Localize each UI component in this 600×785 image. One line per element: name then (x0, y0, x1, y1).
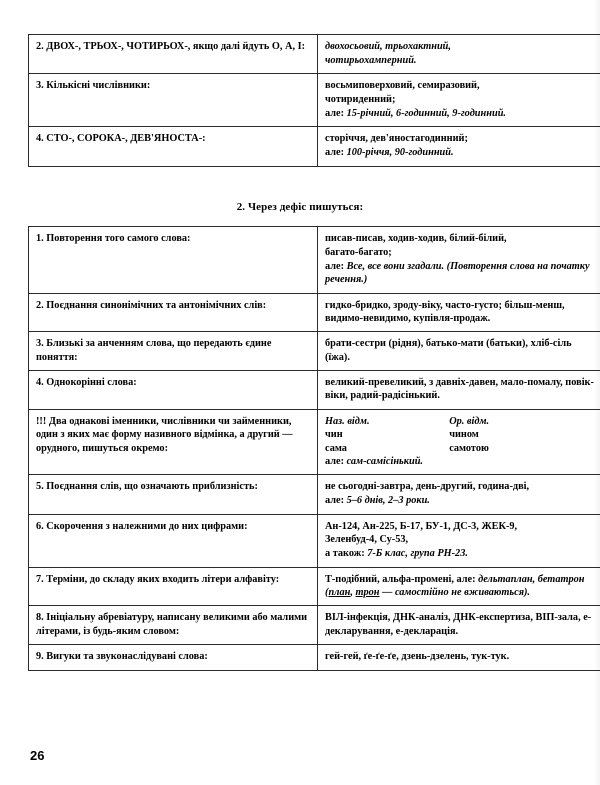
declension-header-instrumental: Ор. відм. (449, 415, 490, 427)
rule-description-cell (29, 475, 318, 514)
table-row (29, 567, 600, 606)
example-exception-line (325, 107, 595, 120)
table-row (29, 645, 600, 670)
example-exception-line (325, 494, 595, 507)
rule-text-line: 8. Ініціальну абревіатуру, написану великими або малими літерами, із будь-яким словом: (36, 612, 308, 637)
example-text: Т-подібний, альфа-промені, але: (325, 573, 476, 585)
declension-instrumental: чином (449, 429, 479, 441)
scan-edge-shadow (594, 0, 600, 785)
rule-examples-cell (318, 371, 600, 410)
example-line: чотирьохамперний. (325, 54, 417, 66)
declension-instrumental: самотою (449, 442, 489, 454)
declension-header-nominative: Наз. відм. (325, 415, 370, 427)
rule-text-line (36, 40, 310, 53)
rule-examples-cell (318, 293, 600, 332)
declension-row (325, 428, 595, 441)
table-row (29, 332, 600, 371)
example-line: восьмиповерховий, семиразовий, (325, 80, 480, 92)
rule-rest: якщо далі йдуть О, А, І: (190, 41, 306, 52)
example-line: гидко-бридко, зроду-віку, часто-густо; більш-менш, видимо-невидимо, купівля-продаж. (325, 299, 565, 324)
rule-examples-cell (318, 645, 600, 670)
table-row (29, 606, 600, 645)
rule-text-line: 5. Поєднання слів, що означають приблизність: (36, 481, 258, 493)
example-line: чотириденний; (325, 94, 396, 106)
table-row (29, 475, 600, 514)
example-line: Зеленбуд-4, Су-53, (325, 534, 409, 546)
rule-description-cell (29, 409, 318, 475)
table-row-note (29, 409, 600, 475)
table-row (29, 514, 600, 567)
rule-text-line: 7. Терміни, до складу яких входить літери алфавіту: (36, 573, 280, 585)
declension-nominative: чин (325, 429, 343, 441)
rule-text-line: 6. Скорочення з належними до них цифрами: (36, 520, 248, 532)
rule-description-cell (29, 606, 318, 645)
rule-description-cell (29, 74, 318, 127)
rule-text-line: 3. Кількісні числівники: (36, 80, 151, 92)
rule-text-line: !!! Два однакові іменники, числівники чи займенники, один з яких має форму називного відмінка, а другий — орудного, пишуться окремо: (36, 415, 293, 454)
example-line: Ан-124, Ан-225, Б-17, БУ-1, ДС-3, ЖЕК-9, (325, 520, 518, 532)
term-separator: , (350, 587, 356, 598)
rule-examples-cell (318, 35, 600, 74)
rule-examples-cell (318, 567, 600, 606)
rule-description-cell (29, 127, 318, 166)
rule-text-line: 9. Вигуки та звуконаслідувані слова: (36, 651, 208, 663)
section-heading: 2. Через дефіс пишуться: (236, 201, 364, 213)
rules-table-together (28, 34, 600, 167)
rule-text-line: 1. Повторення того самого слова: (36, 233, 191, 244)
rule-description-cell (29, 227, 318, 294)
term-underlined-plan: план (328, 587, 351, 598)
rule-description-cell (29, 371, 318, 410)
declension-row (325, 442, 595, 455)
table-row (29, 35, 600, 74)
example-line: багато-багато; (325, 246, 392, 258)
example-line: гей-гей, ґе-ґе-ґе, дзень-дзелень, тук-тук. (325, 651, 510, 663)
rule-caps: 2. ДВОХ-, ТРЬОХ-, ЧОТИРЬОХ-, (36, 41, 191, 52)
page-number: 26 (30, 748, 45, 763)
rule-description-cell (29, 567, 318, 606)
table-row (29, 127, 600, 166)
example-line: ВІЛ-інфекція, ДНК-аналіз, ДНК-експертиза, ВІП-зала, е-декларування, е-декларація. (325, 612, 592, 637)
declension-header-row (325, 415, 595, 428)
example-exception-line (325, 260, 595, 287)
rule-examples-cell (318, 514, 600, 567)
table-row (29, 74, 600, 127)
rule-description-cell (29, 332, 318, 371)
example-line: не сьогодні-завтра, день-другий, година-дві, (325, 481, 530, 493)
rule-description-cell (29, 514, 318, 567)
rule-description-cell (29, 35, 318, 74)
example-line (325, 573, 595, 600)
rule-examples-cell (318, 74, 600, 127)
example-line: двохосьовий, трьохактний, (325, 41, 451, 52)
example-line: сторіччя, дев'яностагодинний; (325, 133, 468, 145)
rule-examples-cell (318, 475, 600, 514)
rule-examples-cell (318, 127, 600, 166)
exception-label: але: (325, 455, 345, 467)
exception-label: але: (325, 108, 345, 119)
exception-label: а також: (325, 548, 365, 560)
exception-text: 7-Б клас, група РН-23. (364, 548, 468, 560)
example-line: писав-писав, ходив-ходив, білий-білий, (325, 233, 507, 244)
rule-examples-cell (318, 409, 600, 475)
rule-text-line: 4. Однокорінні слова: (36, 377, 137, 388)
example-exception-line (325, 547, 595, 560)
exception-label: але: (325, 260, 345, 272)
declension-nominative: сама (325, 442, 347, 454)
exception-text: сам-самісінький. (344, 455, 423, 467)
term-underlined-tron: трон (355, 587, 380, 598)
example-line: брати-сестри (рідня), батько-мати (батьки), хліб-сіль (їжа). (325, 338, 572, 363)
rule-description-cell (29, 645, 318, 670)
rule-text-line: 2. Поєднання синонімічних та антонімічних слів: (36, 299, 267, 311)
term-italic-tail: — самостійно не вживаються). (379, 587, 531, 598)
example-line: великий-превеликий, з давніх-давен, мало-помалу, повік-віки, радий-радісінький. (325, 377, 594, 402)
exception-label: але: (325, 147, 345, 159)
rule-description-cell (29, 293, 318, 332)
example-exception-line (325, 146, 595, 159)
rule-examples-cell (318, 332, 600, 371)
rule-examples-cell (318, 227, 600, 294)
example-exception-line (325, 455, 595, 468)
table-row (29, 227, 600, 294)
exception-text: 5–6 днів, 2–3 роки. (344, 495, 430, 507)
rules-table-hyphen (28, 226, 600, 671)
rule-text-line: 4. СТО-, СОРОКА-, ДЕВ'ЯНОСТА-: (36, 133, 206, 145)
exception-text: 15-річний, 6-годинний, 9-годинний. (344, 108, 506, 119)
table-row (29, 293, 600, 332)
exception-label: але: (325, 495, 345, 507)
rule-examples-cell (318, 606, 600, 645)
term-italic-head: дельтаплан, бетатрон ( (325, 573, 585, 598)
rule-text-line: 3. Близькі за анченням слова, що передають єдине поняття: (36, 338, 272, 363)
table-row (29, 371, 600, 410)
exception-text: 100-річчя, 90-годинний. (344, 147, 454, 159)
exception-text: Все, все вони згадали. (Повторення слова на початку речення.) (325, 260, 590, 286)
declension-grid (325, 415, 595, 455)
